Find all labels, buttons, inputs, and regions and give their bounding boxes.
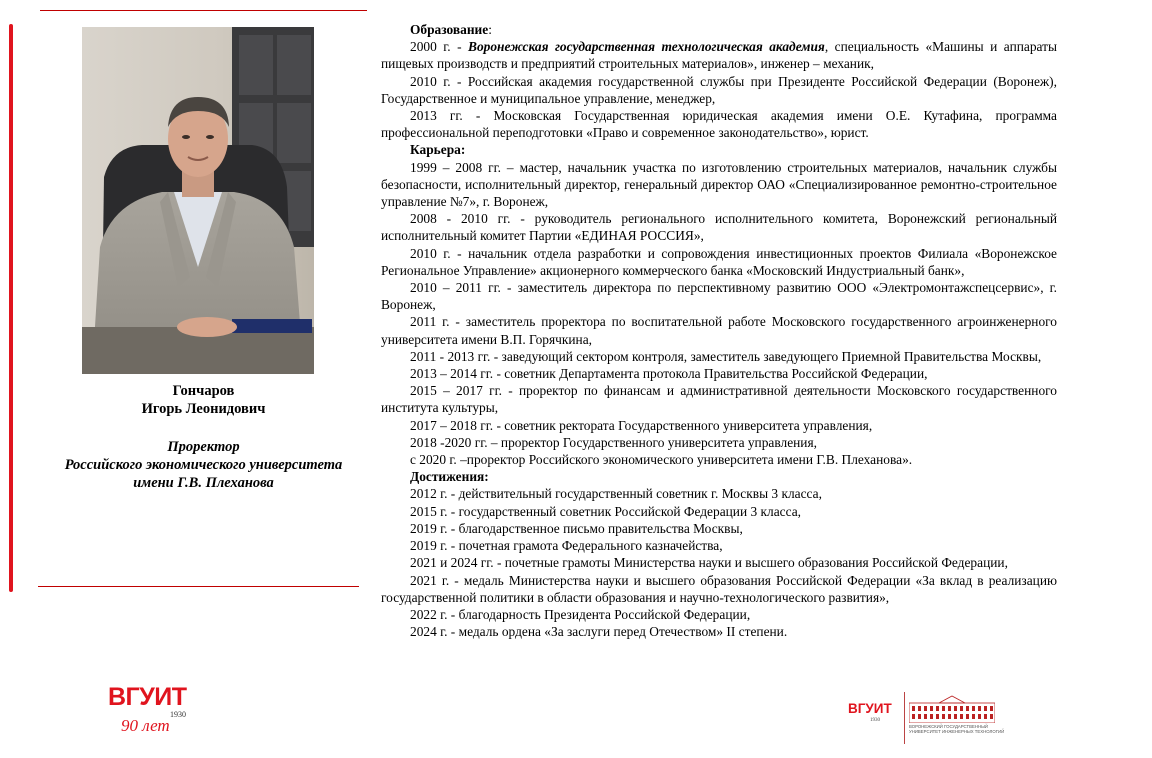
- education-item: 2000 г. - Воронежская государственная технологическая академия, специальность «Машины и аппараты пищевых производств и предприятий строительных материалов», инженер – механик,: [381, 39, 1057, 72]
- vguit-building-logo: [848, 692, 1018, 744]
- career-item: 2013 – 2014 гг. - советник Департамента протокола Правительства Российской Федерации,: [410, 366, 928, 382]
- university-building-icon: [909, 695, 995, 723]
- achievement-item: 2015 г. - государственный советник Российской Федерации 3 класса,: [410, 503, 802, 519]
- education-heading: Образование:: [410, 22, 492, 37]
- education-item: 2013 гг. - Московская Государственная юридическая академия имени О.Е. Кутафина, программа профессиональной переподготовки «Право и современное законодательство», юрист.: [381, 108, 1057, 141]
- role-title: Проректор: [167, 439, 240, 455]
- career-item: 2011 - 2013 гг. - заведующий сектором контроля, заместитель заведующего Приемной Правительства Москвы,: [410, 348, 1042, 364]
- top-divider: [40, 10, 367, 11]
- career-item: 2015 – 2017 гг. - проректор по финансам и административной деятельности Московского государственного института культуры,: [381, 383, 1057, 416]
- first-middle-name: Игорь Леонидович: [141, 401, 266, 417]
- logo-divider: [904, 692, 905, 744]
- biography-text: [381, 21, 1057, 640]
- logo-caption: ВОРОНЕЖСКИЙ ГОСУДАРСТВЕННЫЙ УНИВЕРСИТЕТ ИНЖЕНЕРНЫХ ТЕХНОЛОГИЙ: [909, 724, 1005, 735]
- logo-anniversary: 90 лет: [121, 716, 170, 735]
- logo-year: 1930: [170, 710, 186, 719]
- achievements-heading: Достижения:: [410, 469, 489, 485]
- career-item: 2017 – 2018 гг. - советник ректората Государственного университета управления,: [410, 417, 873, 433]
- last-name: Гончаров: [172, 383, 235, 399]
- achievement-item: 2019 г. - почетная грамота Федерального казначейства,: [410, 538, 723, 554]
- career-item: с 2020 г. –проректор Российского экономического университета имени Г.В. Плеханова».: [410, 452, 913, 468]
- career-item: 2011 г. - заместитель проректора по воспитательной работе Московского государственного агроинженерного университета имени В.П. Горячкина,: [381, 314, 1057, 347]
- vguit-anniversary-logo: [108, 684, 208, 740]
- education-item: 2010 г. - Российская академия государственной службы при Президенте Российской Федерации (Воронеж), Государственное и муниципальное управление, менеджер,: [381, 73, 1057, 106]
- achievement-item: 2012 г. - действительный государственный советник г. Москвы 3 класса,: [410, 486, 822, 502]
- achievement-item: 2024 г. - медаль ордена «За заслуги перед Отечеством» II степени.: [410, 624, 788, 640]
- career-item: 2008 - 2010 гг. - руководитель регионального исполнительного комитета, Воронежский региональный исполнительный комитет Партии «ЕДИНАЯ РОССИЯ»,: [381, 211, 1057, 244]
- logo-wordmark: ВГУИТ: [108, 683, 187, 711]
- career-item: 1999 – 2008 гг. – мастер, начальник участка по изготовлению строительных материалов, начальник службы безопасности, исполнительный директор, генеральный директор ОАО «Специализированное ремонтно-строительное управление №7», г. Воронеж,: [381, 159, 1057, 210]
- achievement-item: 2021 г. - медаль Министерства науки и высшего образования Российской Федерации «За вклад в реализацию государственной политики в области образования и научно-технологического развития»,: [381, 572, 1057, 605]
- role-organization: Российского экономического университета: [64, 457, 343, 473]
- career-item: 2010 г. - начальник отдела разработки и сопровождения инвестиционных проектов Филиала «Воронежское Региональное Управление» акционерного коммерческого банка «Московский Индустриальный банк»,: [381, 245, 1057, 278]
- achievement-item: 2021 и 2024 гг. - почетные грамоты Министерства науки и высшего образования Российской Федерации,: [410, 555, 1008, 571]
- career-item: 2018 -2020 гг. – проректор Государственного университета управления,: [410, 434, 817, 450]
- person-name: [40, 382, 367, 418]
- portrait-photo: [82, 27, 314, 374]
- achievement-item: 2019 г. - благодарственное письмо правительства Москвы,: [410, 520, 743, 536]
- achievement-item: 2022 г. - благодарность Президента Российской Федерации,: [410, 606, 751, 622]
- career-item: 2010 – 2011 гг. - заместитель директора по перспективному развитию ООО «Электромонтажспецсервис», г. Воронеж,: [381, 280, 1057, 313]
- bottom-divider: [38, 586, 359, 587]
- role-organization-name: имени Г.В. Плеханова: [133, 475, 274, 491]
- logo-wordmark: ВГУИТ: [848, 701, 892, 716]
- career-heading: Карьера:: [410, 142, 466, 158]
- accent-side-bar: [9, 24, 13, 592]
- logo-year: 1930: [870, 718, 880, 723]
- person-role: [30, 438, 377, 492]
